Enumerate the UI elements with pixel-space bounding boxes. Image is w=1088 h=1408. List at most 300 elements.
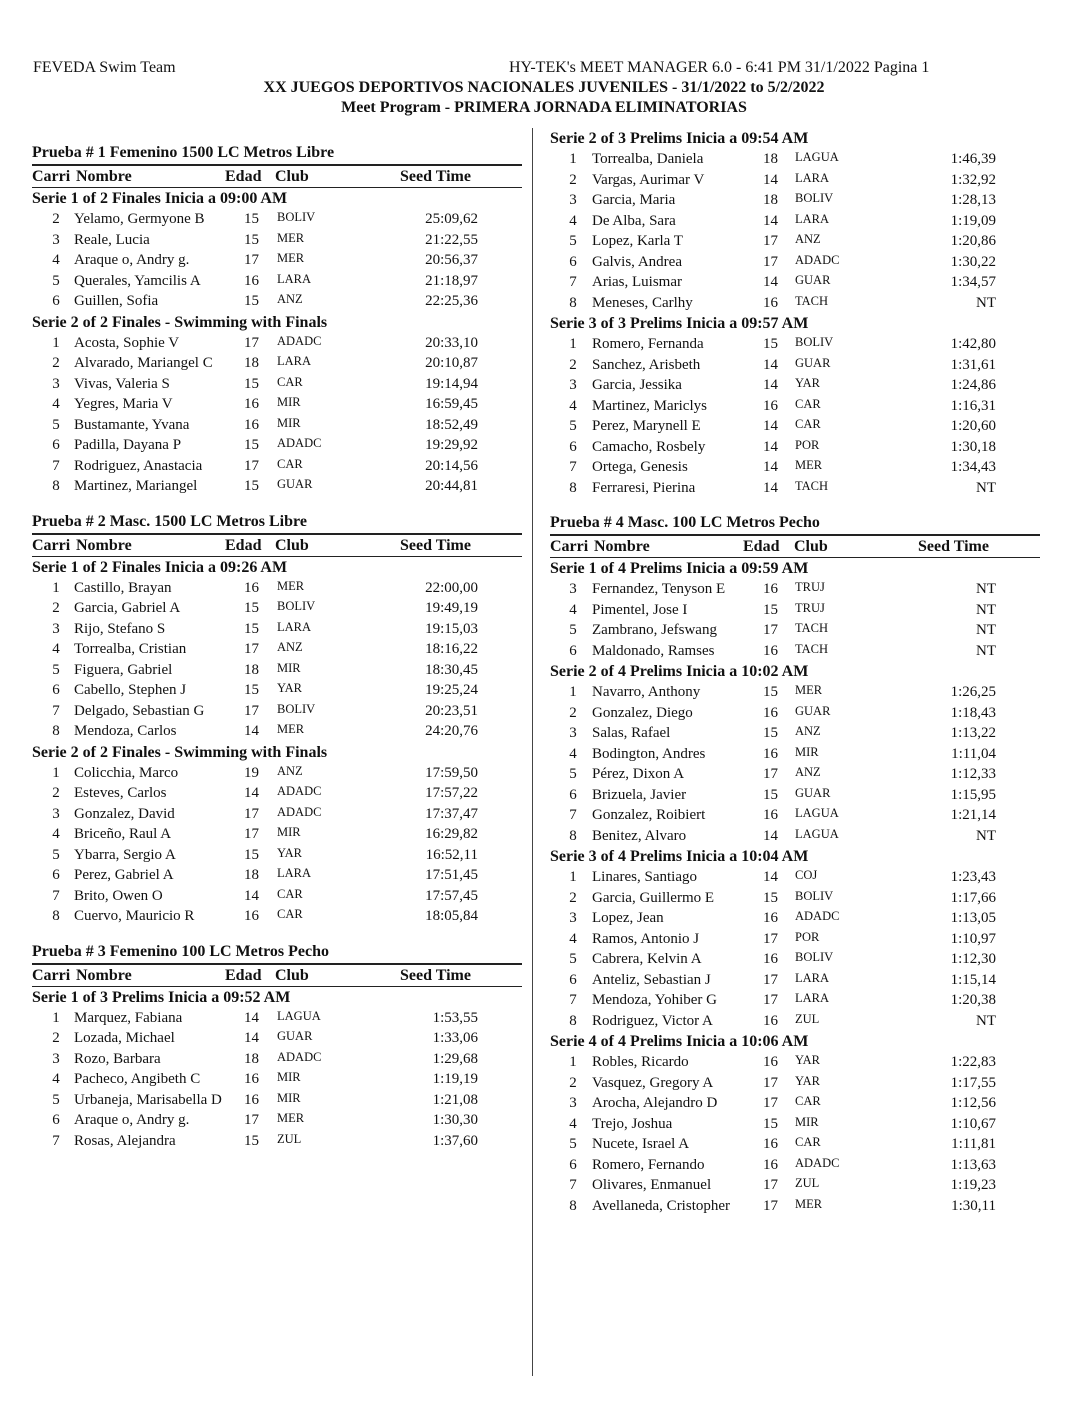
swimmer-age: 17 (763, 930, 778, 947)
club-code: MIR (277, 660, 301, 675)
club-code: CAR (795, 417, 821, 431)
table-row (550, 1175, 1040, 1196)
lane-number: 4 (569, 397, 577, 414)
swimmer-name: Acosta, Sophie V (74, 334, 180, 351)
club-code: TACH (795, 478, 829, 493)
club-code: LAGUA (795, 806, 839, 820)
club-code: CAR (795, 396, 821, 411)
swimmer-age: 14 (763, 171, 778, 188)
lane-number: 5 (569, 622, 577, 638)
lane-number: 6 (569, 253, 577, 270)
col-header-age: Edad (225, 536, 262, 554)
col-header-seed: Seed Time (918, 538, 989, 555)
lane-number: 8 (52, 908, 60, 924)
seed-time: 1:33,06 (432, 1030, 478, 1046)
swimmer-age: 14 (244, 785, 259, 801)
swimmer-age: 15 (244, 478, 259, 494)
swimmer-age: 17 (244, 805, 259, 822)
lane-number: 3 (569, 725, 577, 741)
seed-time: 1:46,39 (950, 151, 996, 167)
swimmer-age: 16 (763, 951, 778, 967)
seed-time: NT (976, 479, 996, 496)
lane-number: 6 (52, 1112, 60, 1128)
swimmer-name: Sanchez, Arisbeth (592, 356, 701, 373)
swimmer-name: Arocha, Alejandro D (592, 1095, 718, 1111)
table-row (32, 209, 522, 230)
col-header-seed: Seed Time (400, 966, 471, 984)
lane-number: 5 (52, 1091, 60, 1108)
table-row (32, 701, 522, 722)
table-row (32, 1028, 522, 1049)
club-code: LARA (277, 271, 312, 286)
swimmer-age: 15 (244, 231, 259, 248)
lane-number: 4 (52, 641, 60, 657)
swimmer-age: 14 (763, 479, 778, 496)
swimmer-age: 17 (763, 253, 778, 270)
col-header-lane: Carri (32, 536, 71, 554)
club-code: CAR (277, 456, 303, 471)
table-row (32, 1008, 522, 1029)
seed-time: 1:32,92 (950, 171, 996, 188)
lane-number: 8 (569, 1197, 577, 1214)
table-row (550, 744, 1040, 765)
swimmer-age: 16 (244, 908, 259, 924)
lane-number: 2 (52, 785, 60, 801)
swimmer-age: 17 (763, 971, 778, 988)
swimmer-name: Marquez, Fabiana (74, 1009, 183, 1026)
club-code: LAGUA (277, 1008, 321, 1023)
club-code: BOLIV (277, 210, 316, 224)
swimmer-name: Trejo, Joshua (592, 1115, 673, 1132)
lane-number: 3 (52, 1050, 60, 1067)
table-row (550, 888, 1040, 909)
club-code: LARA (277, 866, 312, 880)
table-row (550, 641, 1040, 662)
table-row (32, 230, 522, 251)
lane-number: 6 (569, 1156, 577, 1173)
swimmer-age: 17 (763, 766, 778, 782)
lane-number: 4 (569, 601, 577, 618)
table-row (32, 435, 522, 456)
table-row (32, 721, 522, 742)
club-code: ANZ (795, 765, 821, 779)
seed-time: 17:51,45 (425, 867, 478, 883)
swimmer-age: 16 (763, 1156, 778, 1173)
lane-number: 3 (52, 620, 60, 637)
swimmer-age: 16 (763, 581, 778, 597)
lane-number: 7 (52, 457, 60, 474)
club-code: LARA (795, 211, 830, 226)
lane-number: 4 (569, 212, 577, 229)
swimmer-age: 14 (763, 274, 778, 290)
swimmer-name: Yelamo, Germyone B (74, 211, 205, 227)
seed-time: 1:19,09 (950, 212, 996, 229)
swimmer-name: Colicchia, Marco (74, 764, 179, 781)
club-code: MER (795, 1196, 823, 1211)
seed-time: 19:15,03 (425, 620, 478, 637)
swimmer-name: Yegres, Maria V (74, 396, 173, 412)
club-code: YAR (277, 681, 303, 695)
col-header-lane: Carri (32, 966, 71, 984)
event-title: Prueba # 2 Masc. 1500 LC Metros Libre (32, 511, 522, 535)
event-spacer (32, 927, 522, 941)
seed-time: 16:59,45 (425, 396, 478, 412)
col-header-lane: Carri (32, 168, 71, 185)
table-row (550, 231, 1040, 252)
swimmer-age: 16 (763, 704, 778, 721)
swimmer-name: Gonzalez, Diego (592, 704, 693, 721)
lane-number: 1 (569, 1054, 577, 1070)
swimmer-age: 18 (244, 355, 259, 371)
right-column (550, 128, 1040, 1216)
swimmer-name: Olivares, Enmanuel (592, 1177, 712, 1193)
seed-time: 1:15,95 (950, 786, 996, 803)
swimmer-name: Fernandez, Tenyson E (592, 581, 726, 597)
col-header-seed: Seed Time (400, 168, 471, 185)
swimmer-name: Perez, Gabriel A (74, 867, 174, 883)
swimmer-age: 16 (763, 294, 778, 311)
club-code: ZUL (795, 1011, 820, 1026)
lane-number: 6 (52, 293, 60, 309)
swimmer-name: Romero, Fernanda (592, 336, 704, 352)
seed-time: NT (976, 642, 996, 659)
club-code: POR (795, 437, 820, 452)
table-row (550, 1155, 1040, 1176)
lane-number: 4 (52, 826, 60, 842)
table-row (550, 478, 1040, 499)
swimmer-name: Gonzalez, Roibiert (592, 807, 706, 823)
swimmer-age: 14 (763, 418, 778, 434)
seed-time: 1:21,14 (950, 807, 996, 823)
club-code: BOLIV (795, 191, 834, 205)
lane-number: 7 (569, 1177, 577, 1193)
swimmer-age: 16 (763, 807, 778, 823)
heat-title: Serie 2 of 2 Finales - Swimming with Finals (32, 743, 328, 761)
swimmer-age: 16 (763, 397, 778, 414)
seed-time: 21:18,97 (425, 272, 478, 289)
swimmer-age: 14 (763, 356, 778, 373)
swimmer-name: Torrealba, Daniela (592, 151, 704, 167)
lane-number: 8 (569, 827, 577, 844)
swimmer-age: 15 (763, 1115, 778, 1132)
seed-time: 1:21,08 (432, 1091, 478, 1108)
lane-number: 4 (52, 252, 60, 268)
club-code: CAR (277, 374, 303, 389)
seed-time: 1:31,61 (950, 356, 996, 373)
lane-number: 1 (52, 1009, 60, 1026)
lane-number: 1 (569, 151, 577, 167)
swimmer-age: 17 (763, 1177, 778, 1193)
swimmer-name: Ramos, Antonio J (592, 930, 700, 947)
club-code: MER (795, 458, 823, 472)
table-row (32, 783, 522, 804)
table-row (550, 1134, 1040, 1155)
club-code: MIR (795, 744, 819, 759)
club-code: TACH (795, 621, 829, 635)
swimmer-name: Bustamante, Yvana (74, 416, 190, 433)
seed-time: 21:22,55 (425, 231, 478, 248)
table-row (32, 578, 522, 599)
table-row (32, 598, 522, 619)
club-code: TRUJ (795, 600, 825, 615)
club-code: CAR (277, 907, 303, 921)
swimmer-name: Brito, Owen O (74, 887, 163, 904)
swimmer-name: Brizuela, Javier (592, 786, 687, 803)
swimmer-name: Perez, Marynell E (592, 418, 701, 434)
heat-title: Serie 3 of 4 Prelims Inicia a 10:04 AM (550, 848, 809, 865)
swimmer-age: 15 (763, 889, 778, 906)
swimmer-name: Briceño, Raul A (74, 826, 172, 842)
seed-time: 1:10,67 (950, 1115, 996, 1132)
table-row (550, 579, 1040, 600)
seed-time: 1:30,30 (432, 1112, 478, 1128)
club-code: GUAR (795, 785, 831, 800)
club-code: ANZ (277, 763, 303, 778)
lane-number: 7 (52, 1132, 60, 1149)
swimmer-age: 14 (763, 869, 778, 885)
swimmer-age: 14 (244, 723, 259, 739)
seed-time: 18:16,22 (425, 641, 478, 657)
meet-manager-info: HY-TEK's MEET MANAGER 6.0 - 6:41 PM 31/1/2022 Pagina 1 (509, 59, 930, 76)
swimmer-age: 15 (244, 682, 259, 698)
swimmer-age: 15 (244, 211, 259, 227)
seed-time: 19:29,92 (425, 437, 478, 453)
swimmer-age: 15 (244, 437, 259, 453)
swimmer-age: 17 (244, 641, 259, 657)
lane-number: 4 (52, 396, 60, 412)
swimmer-name: Pacheco, Angibeth C (74, 1071, 201, 1087)
swimmer-age: 18 (763, 192, 778, 208)
swimmer-name: Navarro, Anthony (592, 684, 701, 700)
club-code: ANZ (277, 292, 303, 306)
column-header (32, 535, 522, 557)
swimmer-name: Cabello, Stephen J (74, 682, 187, 698)
lane-number: 5 (569, 766, 577, 782)
table-row (32, 680, 522, 701)
swimmer-age: 16 (763, 910, 778, 926)
column-header (32, 166, 522, 188)
swimmer-age: 15 (244, 375, 259, 392)
swimmer-age: 17 (763, 1095, 778, 1111)
heat-title: Serie 2 of 3 Prelims Inicia a 09:54 AM (550, 130, 809, 147)
col-header-club: Club (275, 536, 309, 554)
swimmer-name: Alvarado, Mariangel C (74, 355, 213, 371)
swimmer-name: Bodington, Andres (592, 745, 706, 762)
table-row (550, 929, 1040, 950)
lane-number: 2 (569, 171, 577, 188)
table-row (550, 437, 1040, 458)
col-header-age: Edad (225, 966, 262, 984)
seed-time: 1:30,11 (951, 1197, 996, 1214)
table-row (32, 250, 522, 271)
col-header-name: Nombre (76, 168, 132, 185)
col-header-name: Nombre (76, 536, 132, 554)
swimmer-name: Linares, Santiago (592, 869, 697, 885)
swimmer-name: Cuervo, Mauricio R (74, 908, 195, 924)
column-divider (532, 128, 533, 1376)
table-row (32, 394, 522, 415)
swimmer-age: 15 (763, 725, 778, 741)
swimmer-age: 14 (763, 438, 778, 455)
table-row (32, 1090, 522, 1111)
club-code: LARA (795, 170, 830, 185)
table-row (550, 457, 1040, 478)
lane-number: 6 (52, 682, 60, 698)
table-row (550, 1196, 1040, 1217)
swimmer-name: Ortega, Genesis (592, 459, 688, 475)
heat-title: Serie 2 of 4 Prelims Inicia a 10:02 AM (550, 663, 809, 680)
swimmer-name: Pérez, Dixon A (592, 766, 685, 782)
table-row (550, 723, 1040, 744)
seed-time: 1:24,86 (950, 377, 996, 393)
lane-number: 2 (569, 889, 577, 906)
lane-number: 1 (52, 579, 60, 596)
club-code: LARA (795, 970, 830, 985)
swimmer-age: 17 (244, 702, 259, 719)
seed-time: 1:13,22 (950, 725, 996, 741)
swimmer-age: 18 (244, 661, 259, 678)
lane-number: 4 (569, 930, 577, 947)
table-row (550, 764, 1040, 785)
table-row (550, 620, 1040, 641)
table-row (550, 805, 1040, 826)
lane-number: 3 (52, 231, 60, 248)
col-header-club: Club (275, 966, 309, 984)
lane-number: 8 (52, 478, 60, 494)
swimmer-name: Vivas, Valeria S (74, 375, 170, 392)
swimmer-name: Martinez, Mariangel (74, 478, 198, 494)
lane-number: 8 (569, 1012, 577, 1029)
heat-title: Serie 1 of 3 Prelims Inicia a 09:52 AM (32, 988, 291, 1006)
swimmer-age: 16 (763, 1136, 778, 1152)
swimmer-name: Ferraresi, Pierina (592, 479, 696, 496)
seed-time: 1:22,83 (950, 1054, 996, 1070)
lane-number: 8 (569, 479, 577, 496)
club-code: ZUL (795, 1176, 820, 1190)
swimmer-age: 14 (244, 887, 259, 904)
swimmer-name: Rozo, Barbara (74, 1050, 161, 1067)
swimmer-name: Araque o, Andry g. (74, 1112, 190, 1128)
lane-number: 8 (569, 294, 577, 311)
club-code: LARA (795, 991, 830, 1005)
heat-title: Serie 1 of 2 Finales Inicia a 09:00 AM (32, 190, 288, 207)
seed-time: 16:52,11 (425, 846, 478, 863)
table-row (32, 291, 522, 312)
lane-number: 5 (52, 416, 60, 433)
seed-time: NT (976, 294, 996, 311)
swimmer-name: Lozada, Michael (74, 1030, 175, 1046)
seed-time: 1:11,81 (951, 1136, 996, 1152)
club-code: COJ (795, 868, 818, 882)
club-code: MER (277, 722, 305, 736)
seed-time: 1:26,25 (950, 684, 996, 700)
lane-number: 6 (569, 642, 577, 659)
seed-time: 1:19,19 (432, 1071, 478, 1087)
lane-number: 3 (569, 910, 577, 926)
swimmer-name: Zambrano, Jefswang (592, 622, 717, 638)
lane-number: 1 (52, 334, 60, 351)
swimmer-name: Garcia, Maria (592, 192, 676, 208)
swimmer-name: Gonzalez, David (74, 805, 175, 822)
lane-number: 6 (52, 437, 60, 453)
table-row (550, 334, 1040, 355)
club-code: LARA (277, 619, 312, 634)
table-row (550, 396, 1040, 417)
swimmer-age: 19 (244, 764, 259, 781)
heat-title: Serie 3 of 3 Prelims Inicia a 09:57 AM (550, 315, 809, 332)
swimmer-name: Ybarra, Sergio A (74, 846, 176, 863)
table-row (32, 824, 522, 845)
lane-number: 2 (569, 356, 577, 373)
table-row (550, 272, 1040, 293)
swimmer-name: Mendoza, Carlos (74, 723, 177, 739)
seed-time: 20:14,56 (425, 457, 478, 474)
swimmer-name: Querales, Yamcilis A (74, 272, 201, 289)
swimmer-age: 14 (763, 827, 778, 844)
seed-time: 17:59,50 (425, 764, 478, 781)
seed-time: 1:19,23 (950, 1177, 996, 1193)
seed-time: NT (976, 1012, 996, 1029)
lane-number: 1 (569, 336, 577, 352)
swimmer-name: Lopez, Jean (592, 910, 664, 926)
table-row (32, 804, 522, 825)
swimmer-name: De Alba, Sara (592, 212, 676, 229)
table-row (550, 703, 1040, 724)
club-code: MIR (277, 415, 301, 430)
table-row (550, 949, 1040, 970)
lane-number: 7 (569, 807, 577, 823)
seed-time: 1:18,43 (950, 704, 996, 721)
table-row (550, 1093, 1040, 1114)
swimmer-name: Mendoza, Yohiber G (592, 992, 717, 1008)
lane-number: 4 (569, 745, 577, 762)
swimmer-name: Maldonado, Ramses (592, 642, 715, 659)
lane-number: 2 (52, 355, 60, 371)
swimmer-age: 15 (763, 601, 778, 618)
club-code: YAR (795, 1073, 821, 1088)
seed-time: 19:14,94 (425, 375, 478, 392)
swimmer-age: 17 (244, 457, 259, 474)
seed-time: 24:20,76 (425, 723, 478, 739)
swimmer-name: Avellaneda, Cristopher (592, 1197, 731, 1214)
club-code: TRUJ (795, 580, 825, 594)
swimmer-name: Torrealba, Cristian (74, 641, 187, 657)
swimmer-name: Camacho, Rosbely (592, 438, 706, 455)
seed-time: 1:34,43 (950, 459, 996, 475)
club-code: CAR (795, 1135, 821, 1149)
col-header-club: Club (275, 168, 309, 185)
swimmer-name: Delgado, Sebastian G (74, 702, 205, 719)
table-row (550, 1114, 1040, 1135)
table-row (32, 886, 522, 907)
swimmer-age: 16 (244, 396, 259, 412)
swimmer-age: 14 (763, 459, 778, 475)
seed-time: 20:10,87 (425, 355, 478, 371)
table-row (32, 763, 522, 784)
col-header-age: Edad (743, 538, 780, 555)
seed-time: NT (976, 581, 996, 597)
swimmer-age: 16 (763, 642, 778, 659)
seed-time: 1:30,18 (950, 438, 996, 455)
swimmer-name: Romero, Fernando (592, 1156, 705, 1173)
club-code: MIR (277, 825, 301, 839)
swimmer-name: Castillo, Brayan (74, 579, 172, 596)
swimmer-age: 17 (244, 826, 259, 842)
swimmer-age: 15 (763, 684, 778, 700)
table-row (550, 355, 1040, 376)
swimmer-age: 16 (244, 1091, 259, 1108)
lane-number: 4 (52, 1071, 60, 1087)
